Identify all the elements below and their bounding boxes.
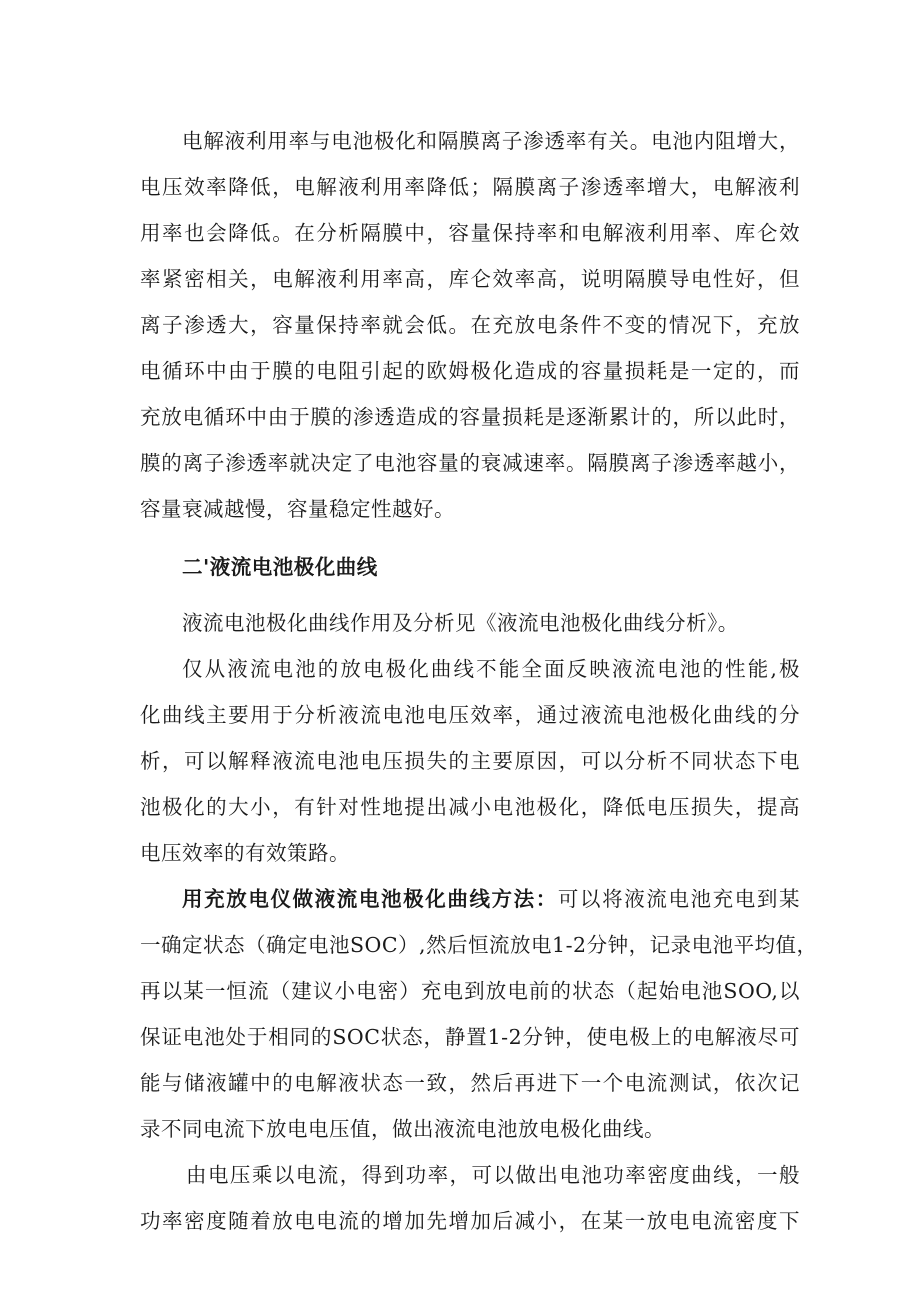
text-line: 充放电循环中由于膜的渗透造成的容量损耗是逐渐累计的，所以此时， xyxy=(140,405,800,429)
text-line: 离子渗透大，容量保持率就会低。在充放电条件不变的情况下，充放 xyxy=(140,313,800,337)
text-line: 化曲线主要用于分析液流电池电压效率，通过液流电池极化曲线的分 xyxy=(140,703,800,727)
text-line: 保证电池处于相同的SOC状态，静置1-2分钟，使电极上的电解液尽可 xyxy=(140,1025,800,1049)
paragraph-reference xyxy=(140,600,800,646)
text-line: 膜的离子渗透率就决定了电池容量的衰减速率。隔膜离子渗透率越小， xyxy=(140,451,800,475)
text-line: 功率密度随着放电电流的增加先增加后减小，在某一放电电流密度下 xyxy=(140,1209,800,1233)
method-first-line-rest: 可以将液流电池充电到某 xyxy=(557,887,801,911)
text-line: 液流电池极化曲线作用及分析见《液流电池极化曲线分析》。 xyxy=(182,611,739,635)
text-line xyxy=(140,876,800,922)
text-line: 电循环中由于膜的电阻引起的欧姆极化造成的容量损耗是一定的，而 xyxy=(140,359,800,383)
text-line: 再以某一恒流（建议小电密）充电到放电前的状态（起始电池SOO,以 xyxy=(140,979,800,1003)
text-line: 率紧密相关，电解液利用率高，库仑效率高，说明隔膜导电性好，但 xyxy=(140,267,800,291)
text-line: 用率也会降低。在分析隔膜中，容量保持率和电解液利用率、库仑效 xyxy=(140,221,800,245)
text-line: 池极化的大小，有针对性地提出减小电池极化，降低电压损失，提高 xyxy=(140,795,800,819)
paragraph-measurement-method xyxy=(140,876,818,1152)
method-lead-in: 用充放电仪做液流电池极化曲线方法： xyxy=(182,887,558,911)
text-line: 由电压乘以电流，得到功率，可以做出电池功率密度曲线，一般 xyxy=(186,1163,800,1187)
paragraph-power-density xyxy=(140,1152,800,1244)
section-heading: 二'液流电池极化曲线 xyxy=(182,555,378,579)
text-line: 能与储液罐中的电解液状态一致，然后再进下一个电流测试，依次记 xyxy=(140,1071,800,1095)
paragraph-polarization-analysis xyxy=(140,646,800,876)
text-line: 电压效率降低，电解液利用率降低；隔膜离子渗透率增大，电解液利 xyxy=(140,175,800,199)
text-line: 析，可以解释液流电池电压损失的主要原因，可以分析不同状态下电 xyxy=(140,749,800,773)
text-line: 电压效率的有效策路。 xyxy=(140,841,350,865)
text-line: 仅从液流电池的放电极化曲线不能全面反映液流电池的性能,极 xyxy=(182,657,800,681)
text-line: 录不同电流下放电电压值，做出液流电池放电极化曲线。 xyxy=(140,1117,665,1141)
text-line: 电解液利用率与电池极化和隔膜离子渗透率有关。电池内阻增大， xyxy=(182,129,800,153)
text-line: 容量衰减越慢，容量稳定性越好。 xyxy=(140,497,455,521)
paragraph-electrolyte-utilization xyxy=(140,118,800,532)
document-page xyxy=(140,118,818,1244)
text-line: 一确定状态（确定电池SOC）,然后恒流放电1-2分钟，记录电池平均值， xyxy=(140,933,818,957)
